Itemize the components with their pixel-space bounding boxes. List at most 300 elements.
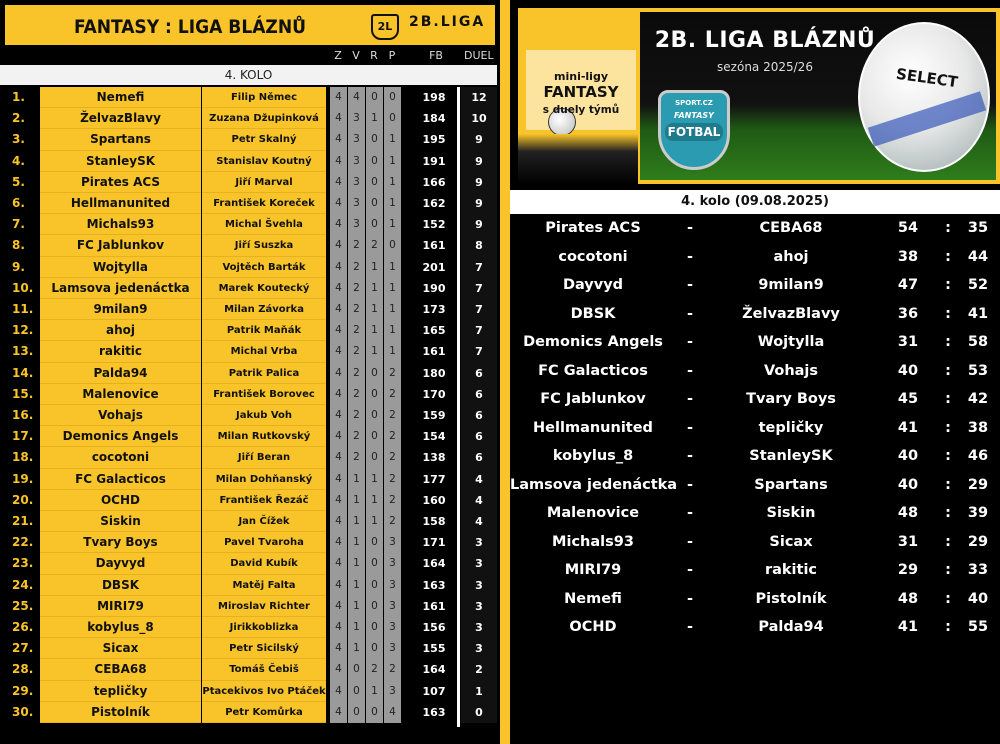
fb-cell: 154 [422,430,446,444]
away-score: 35 [967,220,989,236]
fb-cell: 158 [422,515,446,528]
team-cell: cocotoni [40,447,201,468]
duel-cell: 3 [461,575,497,596]
fb-cell: 160 [422,493,446,507]
fb-cell: 195 [422,133,446,147]
away-score: 29 [967,476,989,493]
home-team: cocotoni [558,248,628,265]
away-team: tepličky [758,419,824,436]
owner-cell: Pavel Tvaroha [202,532,326,553]
fb-cell: 180 [422,366,446,380]
team-cell: Siskin [40,511,201,532]
match-row [510,471,1000,500]
duel-cell: 9 [461,129,497,150]
stat-r-cell: 0 [366,702,383,723]
stat-p-cell: 1 [384,214,401,235]
match-row [510,328,1000,357]
owner-cell: Ptacekivos Ivo Ptáček [202,681,326,702]
score-colon: : [945,619,951,635]
home-team: MIRI79 [564,562,622,578]
duel-cell: 9 [461,151,497,172]
table-row [0,257,500,278]
stat-p-cell: 3 [384,596,401,617]
football-icon [858,22,990,172]
minilig-line2: FANTASY [543,83,619,101]
stat-p-cell: 1 [384,320,401,341]
table-row [0,299,500,320]
duel-cell: 12 [461,87,497,108]
duel-cell: 6 [461,405,497,426]
away-score: 55 [967,619,989,635]
owner-cell: Michal Švehla [202,214,326,235]
stat-r-cell: 1 [366,469,383,490]
stat-r-cell: 0 [366,617,383,638]
match-dash: - [686,562,694,578]
fb-cell: 184 [422,112,446,126]
table-row [0,363,500,384]
stat-z-cell: 4 [330,320,347,341]
stat-p-cell: 3 [384,575,401,596]
table-row [0,638,500,659]
owner-cell: Zuzana Džupinková [202,108,326,129]
away-team: Tvary Boys [746,391,836,407]
duel-cell: 6 [461,363,497,384]
duel-cell: 7 [461,299,497,320]
duel-cell: 7 [461,278,497,299]
team-cell: FC Galacticos [40,469,201,490]
fb-cell: 163 [422,705,446,719]
away-team: StanleySK [749,448,833,464]
owner-cell: Petr Skalný [202,129,326,150]
stat-v-cell: 2 [348,426,365,447]
stat-z-cell: 4 [330,532,347,553]
header-fb: FB [429,49,443,62]
owner-cell: Michal Vrba [202,341,326,362]
fantasy-fotbal-logo [658,90,730,170]
match-dash: - [686,505,694,521]
stat-r-cell: 2 [366,659,383,680]
table-row [0,659,500,680]
home-team: OCHD [569,619,617,635]
stat-v-cell: 2 [348,447,365,468]
team-cell: MIRI79 [40,596,201,617]
rank-cell: 14. [12,365,34,380]
match-dash: - [686,419,694,436]
away-score: 42 [967,391,989,407]
duel-cell: 2 [461,659,497,680]
stat-v-cell: 1 [348,638,365,659]
match-dash: - [686,533,694,550]
stat-r-cell: 0 [366,151,383,172]
match-dash: - [686,277,694,293]
stat-r-cell: 0 [366,172,383,193]
stat-v-cell: 2 [348,405,365,426]
match-row [510,556,1000,585]
home-score: 54 [897,220,919,236]
match-dash: - [686,362,694,379]
fb-cell: 198 [422,91,446,104]
rank-cell: 13. [12,344,34,359]
stat-z-cell: 4 [330,511,347,532]
table-row [0,87,500,108]
stat-p-cell: 2 [384,426,401,447]
owner-cell: Jakub Voh [202,405,326,426]
fb-cell: 165 [422,324,446,338]
league-banner [518,8,1000,184]
match-row [510,271,1000,300]
table-row [0,511,500,532]
rank-cell: 27. [12,641,34,656]
table-row [0,532,500,553]
rank-cell: 28. [12,662,34,677]
stat-p-cell: 0 [384,108,401,129]
owner-cell: František Koreček [202,193,326,214]
stat-p-cell: 2 [384,405,401,426]
home-score: 47 [897,277,919,293]
column-divider [457,87,460,727]
standings-title: FANTASY : LIGA BLÁZNŮ [73,16,307,38]
rank-cell: 10. [12,280,34,295]
duel-cell: 3 [461,617,497,638]
stat-z-cell: 4 [330,341,347,362]
rank-cell: 23. [12,556,34,571]
rank-cell: 21. [12,514,34,528]
away-score: 33 [967,562,989,578]
stat-r-cell: 0 [366,532,383,553]
fb-cell: 161 [422,345,446,359]
results-panel [510,0,1000,744]
stat-z-cell: 4 [330,172,347,193]
duel-cell: 4 [461,469,497,490]
rank-cell: 12. [12,323,34,338]
home-score: 29 [897,562,919,578]
score-colon: : [945,220,951,236]
rank-cell: 29. [12,683,34,698]
stat-v-cell: 1 [348,469,365,490]
ball-stripe [868,91,986,146]
owner-cell: Jirikkoblizka [202,617,326,638]
stat-v-cell: 1 [348,575,365,596]
owner-cell: Jiří Suszka [202,235,326,256]
stat-p-cell: 2 [384,447,401,468]
score-colon: : [945,476,951,493]
results-round-label: 4. kolo (09.08.2025) [510,190,1000,214]
away-team: Sicax [769,533,813,550]
table-row [0,214,500,235]
home-team: Nemefi [564,590,622,607]
stat-v-cell: 3 [348,151,365,172]
rank-cell: 11. [12,302,34,316]
stat-z-cell: 4 [330,278,347,299]
away-team: Pistolník [755,590,827,607]
home-team: DBSK [570,305,616,322]
rank-cell: 7. [12,217,25,232]
rank-cell: 18. [12,450,34,465]
team-cell: Spartans [40,129,201,150]
team-cell: 9milan9 [40,299,201,320]
stat-z-cell: 4 [330,638,347,659]
team-cell: Lamsova jedenáctka [40,278,201,299]
fb-cell: 164 [422,557,446,571]
fb-cell: 201 [422,260,446,274]
rank-cell: 30. [12,704,34,719]
home-score: 36 [897,305,919,322]
owner-cell: Milan Rutkovský [202,426,326,447]
owner-cell: Petr Komůrka [202,702,326,723]
rank-cell: 22. [12,535,34,550]
duel-cell: 1 [461,681,497,702]
stat-v-cell: 1 [348,511,365,532]
rank-cell: 1. [12,90,25,104]
table-row [0,341,500,362]
stat-v-cell: 0 [348,702,365,723]
score-colon: : [945,305,951,322]
stat-p-cell: 3 [384,553,401,574]
stat-r-cell: 1 [366,490,383,511]
stat-z-cell: 4 [330,617,347,638]
table-row [0,447,500,468]
away-team: Wojtylla [757,334,825,350]
match-row [510,385,1000,414]
rank-cell: 9. [12,259,25,274]
away-score: 58 [967,334,989,350]
stat-p-cell: 2 [384,511,401,532]
home-score: 40 [897,448,919,464]
minilig-box [526,50,636,130]
away-team: Spartans [754,476,828,493]
stat-v-cell: 0 [348,681,365,702]
stat-r-cell: 1 [366,511,383,532]
home-score: 45 [897,391,919,407]
rank-cell: 25. [12,598,34,613]
stat-r-cell: 0 [366,363,383,384]
fb-cell: 190 [422,281,446,295]
rank-cell: 26. [12,620,34,634]
table-row [0,172,500,193]
stat-z-cell: 4 [330,363,347,384]
stat-z-cell: 4 [330,257,347,278]
stat-z-cell: 4 [330,575,347,596]
table-row [0,405,500,426]
rank-cell: 15. [12,386,34,401]
home-team: Michals93 [552,533,634,550]
table-row [0,596,500,617]
rank-cell: 5. [12,174,25,189]
team-cell: Dayvyd [40,553,201,574]
duel-cell: 9 [461,172,497,193]
fb-cell: 155 [422,642,446,656]
away-score: 53 [967,362,989,379]
home-team: Pirates ACS [545,220,641,236]
team-cell: Hellmanunited [40,193,201,214]
stat-p-cell: 3 [384,532,401,553]
stat-r-cell: 0 [366,426,383,447]
league-badge: 2L [371,14,399,40]
match-row [510,357,1000,386]
stat-z-cell: 4 [330,214,347,235]
stat-r-cell: 0 [366,575,383,596]
away-score: 38 [967,419,989,436]
match-row [510,528,1000,557]
away-score: 52 [967,277,989,293]
stat-r-cell: 0 [366,193,383,214]
rank-cell: 19. [12,471,34,486]
duel-cell: 4 [461,511,497,532]
rank-cell: 20. [12,492,34,507]
team-cell: FC Jablunkov [40,235,201,256]
match-row [510,300,1000,329]
owner-cell: Jiří Beran [202,447,326,468]
team-cell: Palda94 [40,363,201,384]
score-colon: : [945,590,951,607]
logo-fotbal: FOTBAL [665,123,723,141]
away-score: 40 [967,590,989,607]
fb-cell: 166 [422,175,446,189]
owner-cell: Jiří Marval [202,172,326,193]
owner-cell: František Řezáč [202,490,326,511]
duel-cell: 7 [461,341,497,362]
stat-r-cell: 0 [366,214,383,235]
stat-v-cell: 1 [348,553,365,574]
match-row [510,214,1000,243]
home-score: 48 [897,590,919,607]
table-row [0,575,500,596]
banner-title: 2B. LIGA BLÁZNŮ [654,28,876,53]
banner-season: sezóna 2025/26 [717,60,813,74]
table-row [0,320,500,341]
team-cell: rakitic [40,341,201,362]
stat-z-cell: 4 [330,659,347,680]
stat-r-cell: 1 [366,341,383,362]
away-team: rakitic [764,562,818,578]
stat-v-cell: 1 [348,617,365,638]
match-dash: - [686,448,694,464]
stat-z-cell: 4 [330,596,347,617]
home-score: 48 [897,505,919,521]
owner-cell: Miroslav Richter [202,596,326,617]
owner-cell: Matěj Falta [202,575,326,596]
logo-fantasy: FANTASY [674,111,714,120]
owner-cell: František Borovec [202,384,326,405]
score-colon: : [945,277,951,293]
standings-header [3,3,497,47]
stat-v-cell: 3 [348,108,365,129]
minilig-line3: s duely týmů [542,104,620,116]
team-cell: StanleySK [40,151,201,172]
match-row [510,613,1000,642]
team-cell: Tvary Boys [40,532,201,553]
home-score: 40 [897,362,919,379]
team-cell: Malenovice [40,384,201,405]
stat-r-cell: 1 [366,320,383,341]
stat-z-cell: 4 [330,469,347,490]
stat-p-cell: 4 [384,702,401,723]
score-colon: : [945,248,951,265]
stat-v-cell: 2 [348,299,365,320]
stat-z-cell: 4 [330,87,347,108]
team-cell: Pistolník [40,702,201,723]
stat-r-cell: 1 [366,257,383,278]
stat-v-cell: 3 [348,172,365,193]
table-row [0,193,500,214]
rank-cell: 16. [12,408,34,422]
away-score: 29 [967,533,989,550]
fb-cell: 162 [422,197,446,210]
stat-v-cell: 0 [348,659,365,680]
stat-p-cell: 1 [384,299,401,320]
match-row [510,499,1000,528]
duel-cell: 10 [461,108,497,129]
stat-v-cell: 2 [348,363,365,384]
stat-p-cell: 2 [384,490,401,511]
stat-v-cell: 4 [348,87,365,108]
stat-z-cell: 4 [330,129,347,150]
home-team: Demonics Angels [523,334,663,350]
header-duel: DUEL [464,49,494,62]
stat-z-cell: 4 [330,299,347,320]
fb-cell: 161 [422,599,446,613]
minilig-line1: mini-ligy [554,70,608,83]
owner-cell: Milan Závorka [202,299,326,320]
stat-p-cell: 0 [384,235,401,256]
panel-divider [500,0,510,744]
duel-cell: 9 [461,214,497,235]
stat-v-cell: 1 [348,490,365,511]
away-score: 46 [967,448,989,464]
match-row [510,414,1000,443]
rank-cell: 24. [12,577,34,592]
home-team: kobylus_8 [552,448,634,464]
rank-cell: 3. [12,132,25,147]
stat-r-cell: 0 [366,447,383,468]
away-team: Palda94 [758,619,824,635]
match-dash: - [686,391,694,407]
home-team: Dayvyd [562,277,624,293]
stat-z-cell: 4 [330,405,347,426]
rank-cell: 17. [12,429,34,444]
fb-cell: 138 [422,451,446,465]
duel-cell: 3 [461,553,497,574]
home-score: 38 [897,248,919,265]
match-row [510,243,1000,272]
away-team: 9milan9 [758,277,824,293]
table-row [0,553,500,574]
stat-v-cell: 3 [348,214,365,235]
score-colon: : [945,505,951,521]
team-cell: Demonics Angels [40,426,201,447]
stat-z-cell: 4 [330,490,347,511]
league-tag: 2B.LIGA [409,14,486,30]
owner-cell: Stanislav Koutný [202,151,326,172]
stat-z-cell: 4 [330,681,347,702]
stat-z-cell: 4 [330,235,347,256]
stat-v-cell: 1 [348,532,365,553]
home-team: Malenovice [546,505,640,521]
stat-v-cell: 3 [348,193,365,214]
header-p: P [388,49,396,62]
team-cell: Wojtylla [40,257,201,278]
away-team: CEBA68 [759,220,823,236]
team-cell: Nemefi [40,87,201,108]
stat-z-cell: 4 [330,384,347,405]
rank-cell: 2. [12,111,25,126]
fb-cell: 191 [422,154,446,168]
duel-cell: 7 [461,257,497,278]
away-team: Siskin [766,505,816,521]
team-cell: CEBA68 [40,659,201,680]
stat-r-cell: 1 [366,681,383,702]
table-row [0,278,500,299]
